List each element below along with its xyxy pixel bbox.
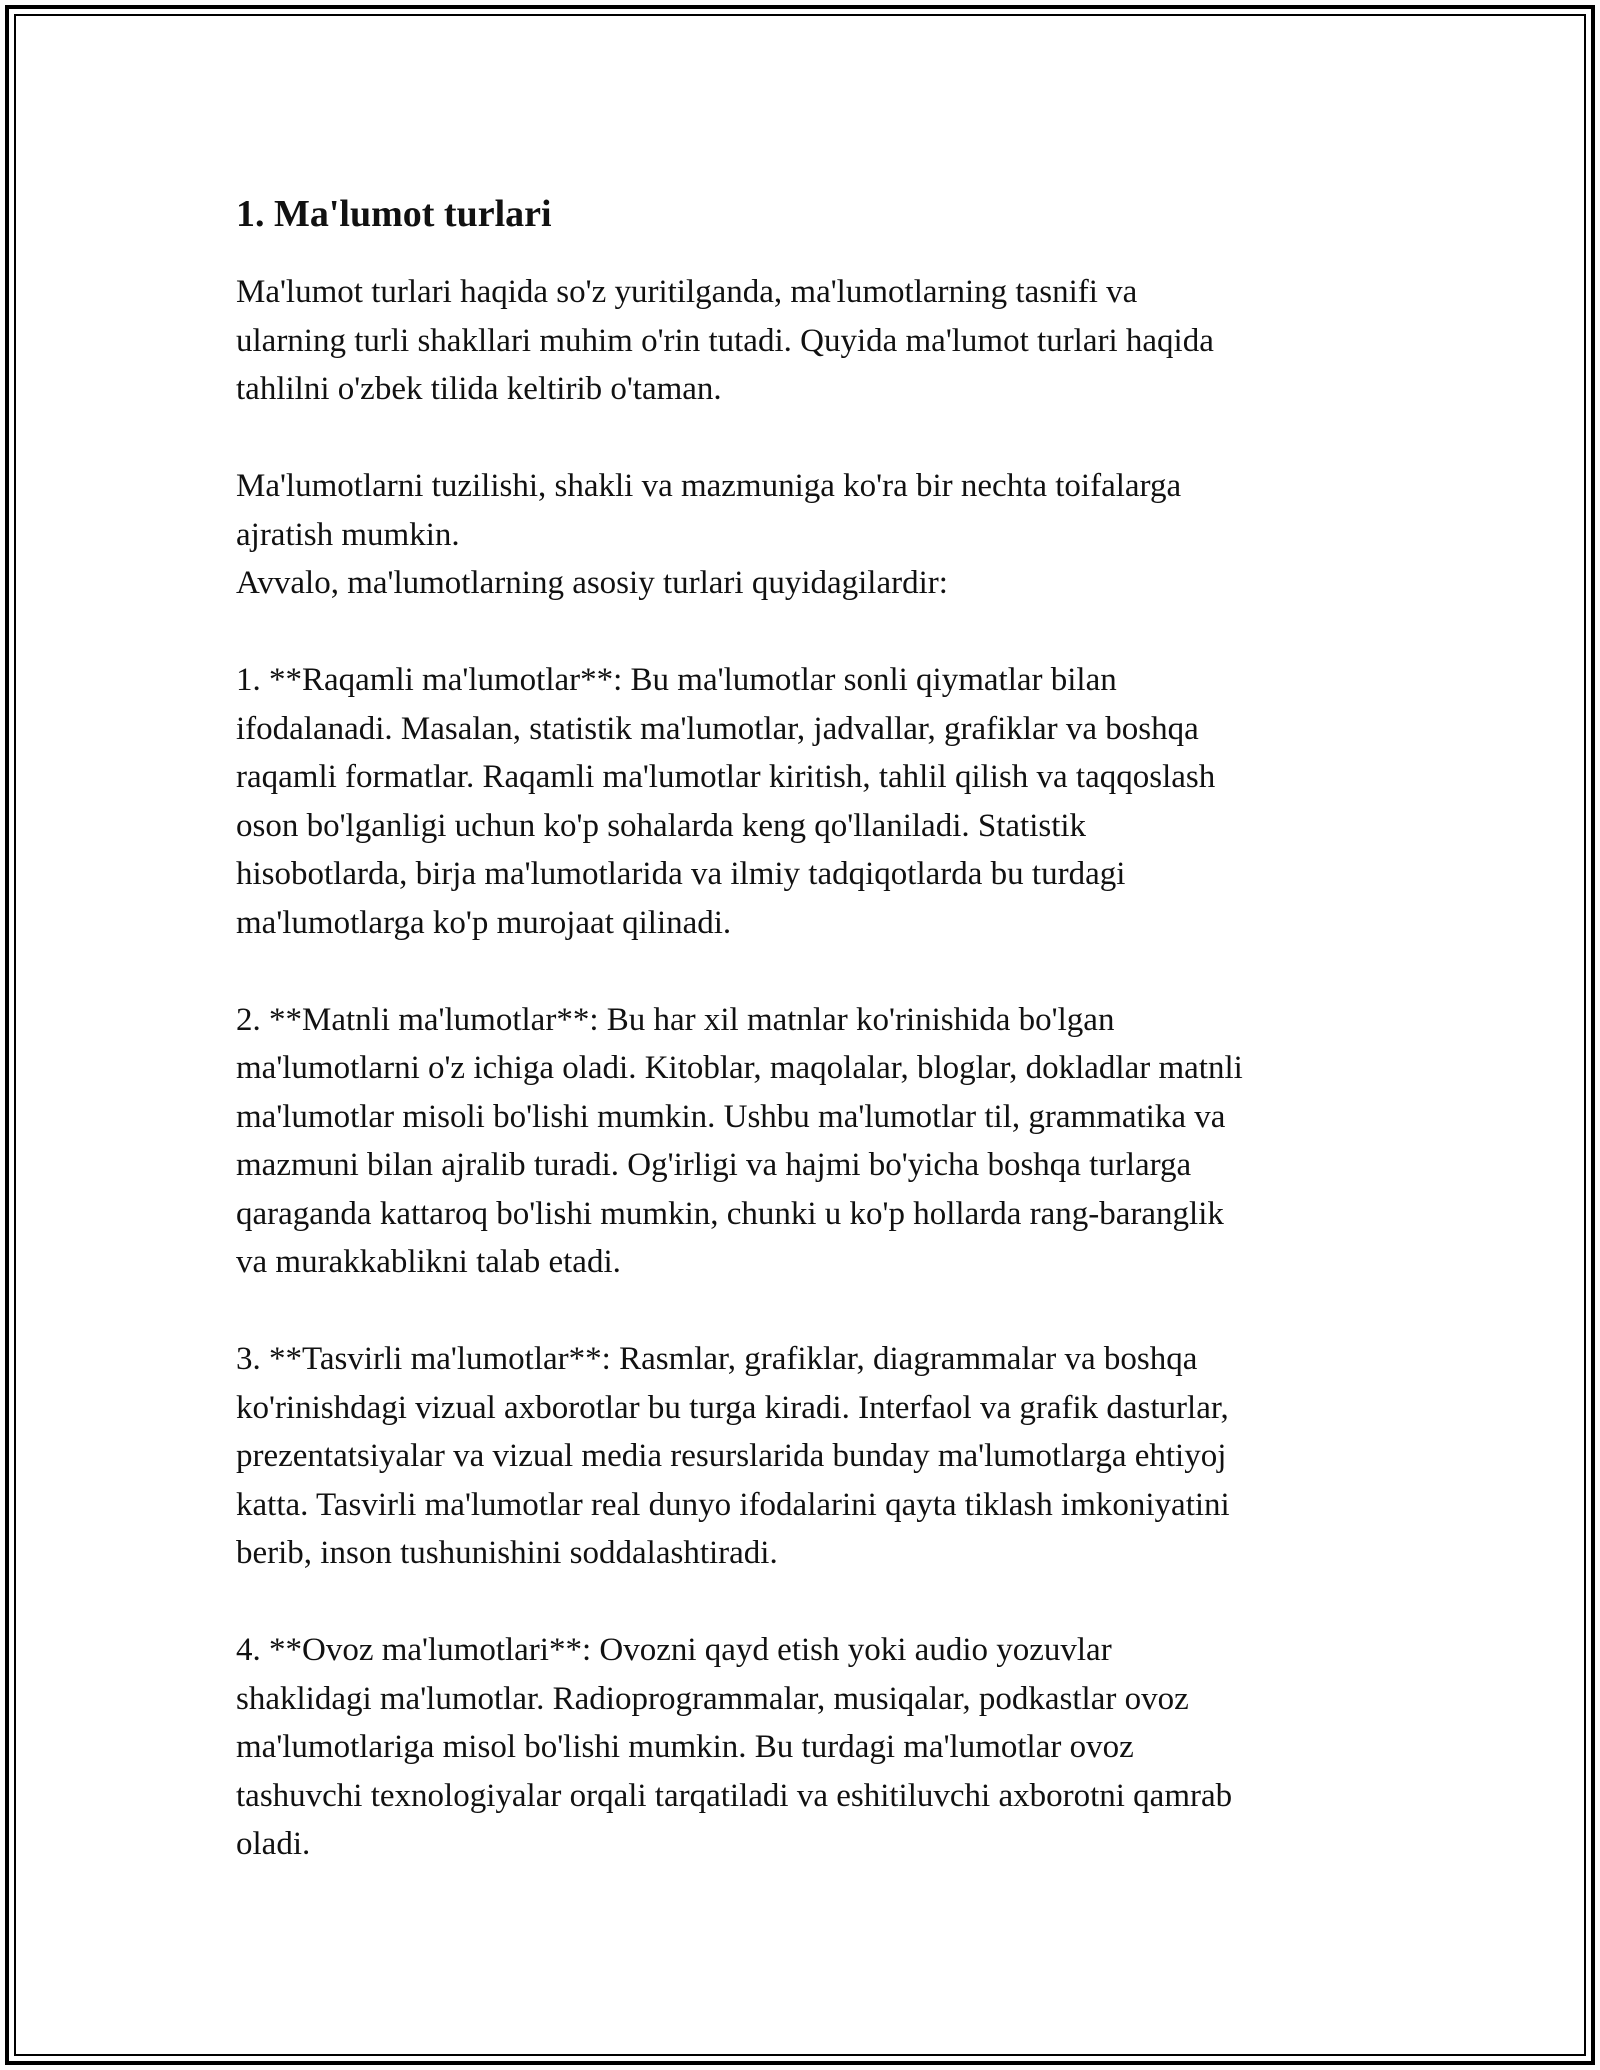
text-line: Ma'lumotlarni tuzilishi, shakli va mazmuniga ko'ra bir nechta toifalarga bbox=[236, 468, 1182, 504]
text-line: Avvalo, ma'lumotlarning asosiy turlari quyidagilardir: bbox=[236, 565, 948, 601]
text-line: 2. **Matnli ma'lumotlar**: Bu har xil matnlar ko'rinishida bo'lgan bbox=[236, 1001, 1115, 1038]
text-line: ma'lumotlarni o'z ichiga oladi. Kitoblar, maqolalar, bloglar, dokladlar matnli bbox=[236, 1050, 1243, 1086]
list-item-text-data bbox=[236, 996, 1386, 1287]
list-item-numeric-data bbox=[236, 656, 1386, 947]
text-line: ko'rinishdagi vizual axborotlar bu turga kiradi. Interfaol va grafik dasturlar, bbox=[236, 1389, 1229, 1426]
text-line: ma'lumotlar misoli bo'lishi mumkin. Ushbu ma'lumotlar til, grammatika va bbox=[236, 1098, 1226, 1135]
text-line: hisobotlarda, birja ma'lumotlarida va ilmiy tadqiqotlarda bu turdagi bbox=[236, 856, 1126, 892]
section-heading: 1. Ma'lumot turlari bbox=[236, 193, 552, 235]
text-line: ifodalanadi. Masalan, statistik ma'lumotlar, jadvallar, grafiklar va boshqa bbox=[236, 710, 1199, 747]
text-line: tahlilni o'zbek tilida keltirib o'taman. bbox=[236, 371, 722, 407]
text-line: 4. **Ovoz ma'lumotlari**: Ovozni qayd etish yoki audio yozuvlar bbox=[236, 1632, 1112, 1668]
text-line: mazmuni bilan ajralib turadi. Og'irligi va hajmi bo'yicha boshqa turlarga bbox=[236, 1147, 1192, 1183]
text-line: prezentatsiyalar va vizual media resurslarida bunday ma'lumotlarga ehtiyoj bbox=[236, 1438, 1227, 1474]
text-line: berib, inson tushunishini soddalashtiradi. bbox=[236, 1535, 778, 1571]
text-line: qaraganda kattaroq bo'lishi mumkin, chunki u ko'p hollarda rang-baranglik bbox=[236, 1195, 1224, 1232]
text-line: ma'lumotlarga ko'p murojaat qilinadi. bbox=[236, 904, 732, 941]
text-line: katta. Tasvirli ma'lumotlar real dunyo ifodalarini qayta tiklash imkoniyatini bbox=[236, 1486, 1230, 1523]
text-line: raqamli formatlar. Raqamli ma'lumotlar kiritish, tahlil qilish va taqqoslash bbox=[236, 759, 1216, 795]
paragraph-spacer bbox=[236, 608, 1386, 657]
list-item-audio-data bbox=[236, 1626, 1386, 1869]
text-line: ma'lumotlariga misol bo'lishi mumkin. Bu turdagi ma'lumotlar ovoz bbox=[236, 1729, 1134, 1765]
paragraph-spacer bbox=[236, 1287, 1386, 1336]
classification-paragraph bbox=[236, 462, 1386, 608]
text-line: oladi. bbox=[236, 1826, 311, 1862]
text-line: 1. **Raqamli ma'lumotlar**: Bu ma'lumotlar sonli qiymatlar bilan bbox=[236, 662, 1117, 698]
text-line: 3. **Tasvirli ma'lumotlar**: Rasmlar, grafiklar, diagrammalar va boshqa bbox=[236, 1341, 1198, 1377]
document-body bbox=[236, 188, 1386, 1869]
text-line: shaklidagi ma'lumotlar. Radioprogrammalar, musiqalar, podkastlar ovoz bbox=[236, 1680, 1189, 1717]
paragraph-spacer bbox=[236, 414, 1386, 463]
text-line: ularning turli shakllari muhim o'rin tutadi. Quyida ma'lumot turlari haqida bbox=[236, 322, 1214, 359]
intro-paragraph bbox=[236, 268, 1386, 414]
paragraph-spacer bbox=[236, 1578, 1386, 1627]
text-line: va murakkablikni talab etadi. bbox=[236, 1244, 621, 1280]
text-line: ajratish mumkin. bbox=[236, 516, 460, 553]
text-line: tashuvchi texnologiyalar orqali tarqatiladi va eshitiluvchi axborotni qamrab bbox=[236, 1777, 1233, 1814]
text-line: Ma'lumot turlari haqida so'z yuritilganda, ma'lumotlarning tasnifi va bbox=[236, 274, 1138, 310]
paragraph-spacer bbox=[236, 947, 1386, 996]
text-line: oson bo'lganligi uchun ko'p sohalarda keng qo'llaniladi. Statistik bbox=[236, 807, 1087, 844]
list-item-image-data bbox=[236, 1335, 1386, 1578]
